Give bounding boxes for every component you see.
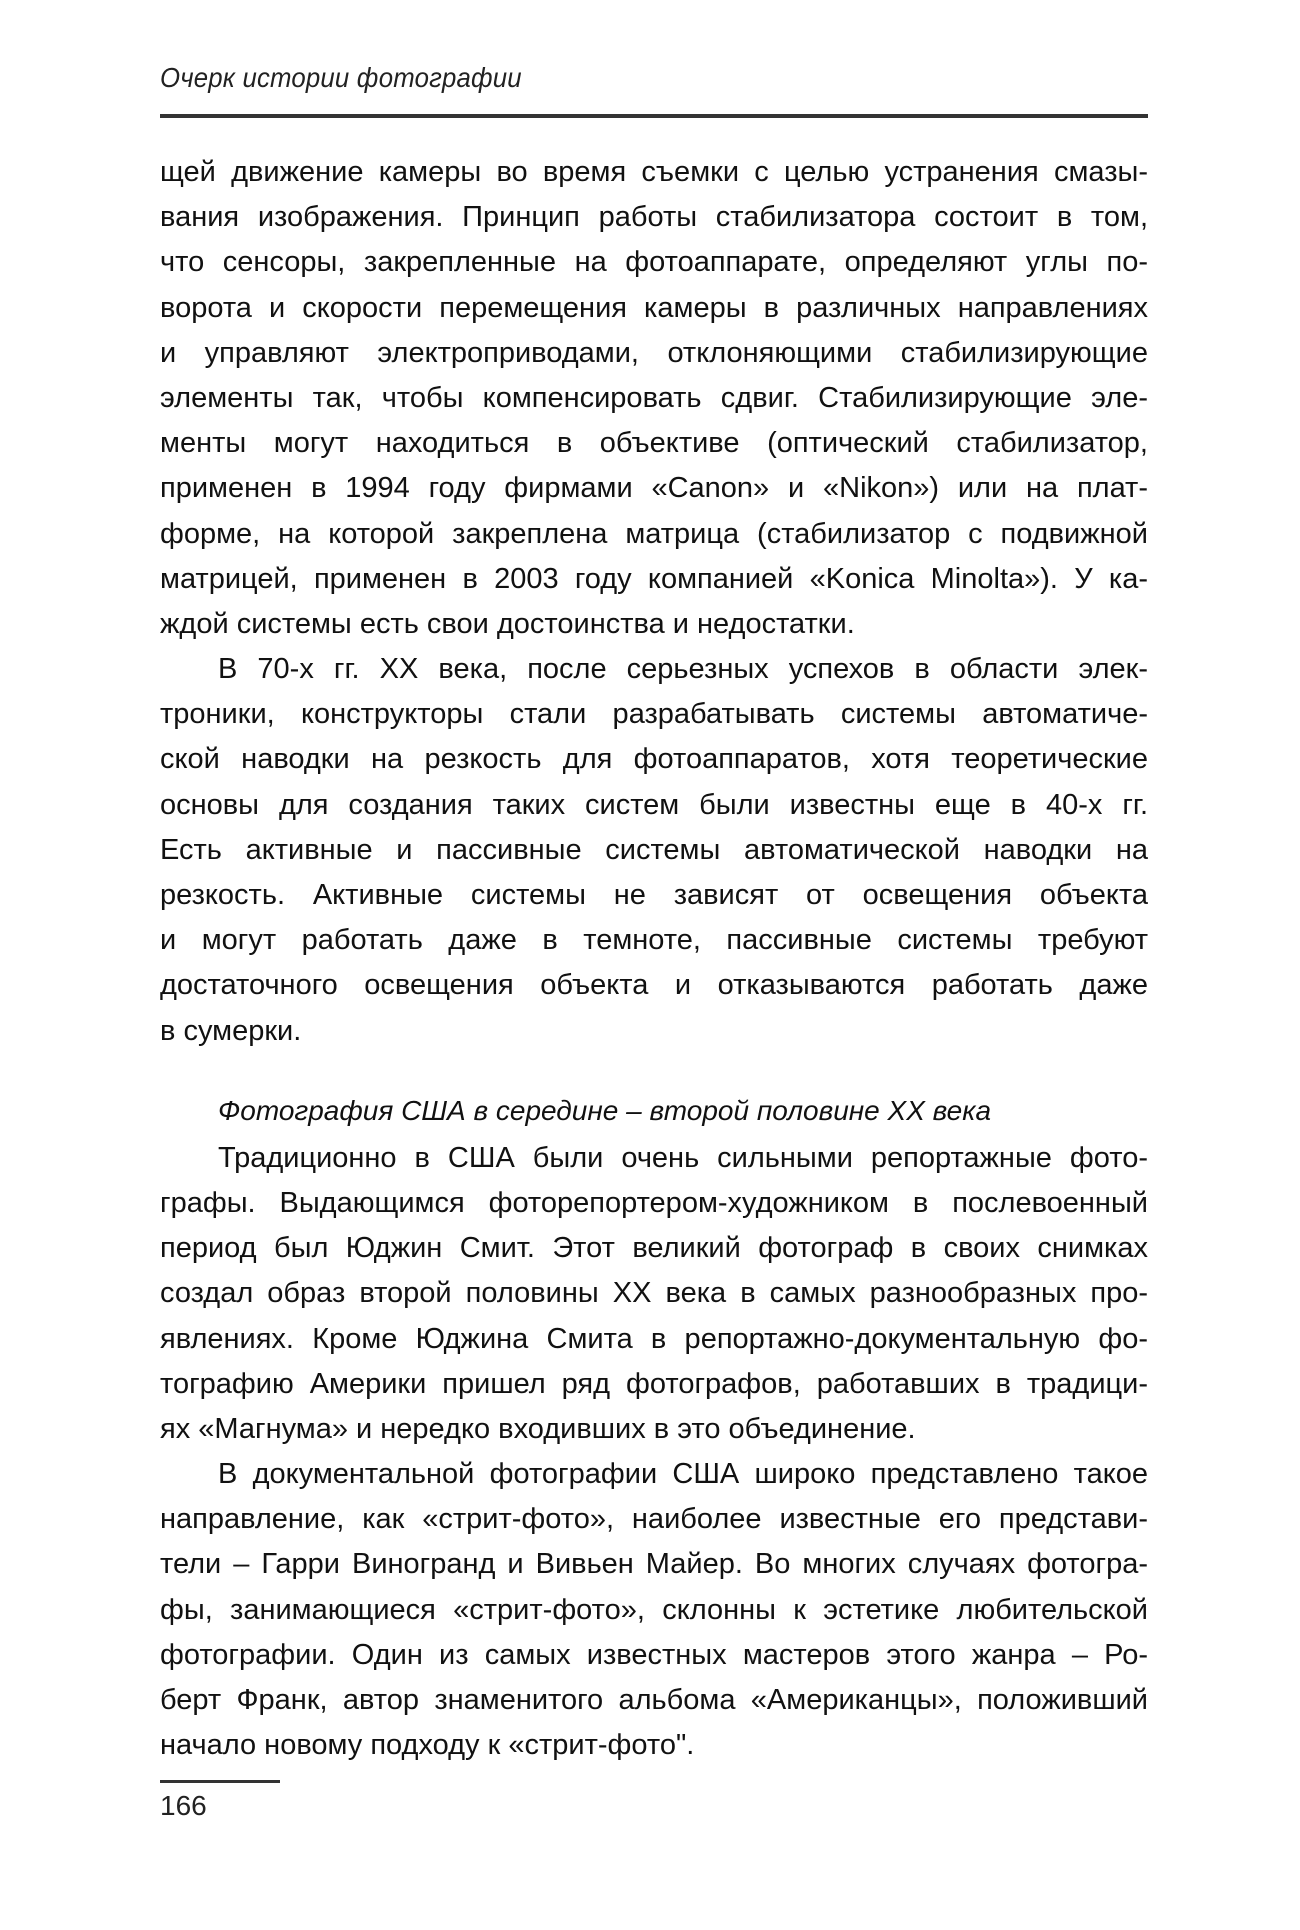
section-gap [160,1054,1148,1086]
text-line: форме, на которой закреплена матрица (стабилизатор с подвижной [160,517,1148,550]
paragraph-stabilizer [160,150,1148,647]
text-line: ях «Магнума» и нередко входивших в это объединение. [160,1412,916,1445]
text-line: элементы так, чтобы компенсировать сдвиг. Стабилизирующие эле- [160,381,1148,414]
text-line: ской наводки на резкость для фотоаппаратов, хотя теоретические [160,743,1148,776]
text-line: фотографии. Один из самых известных мастеров этого жанра – Ро- [160,1638,1148,1671]
text-line: период был Юджин Смит. Этот великий фотограф в своих снимках [160,1232,1148,1265]
header-rule [160,114,1148,118]
text-line: берт Франк, автор знаменитого альбома «Американцы», положивший [160,1684,1148,1716]
body-text [160,150,1148,1768]
text-line: Есть активные и пассивные системы автоматической наводки на [160,833,1148,866]
text-line: матрицей, применен в 2003 году компанией «Konica Minolta»). У ка- [160,562,1148,595]
text-line: направление, как «стрит-фото», наиболее известные его представи- [160,1503,1148,1536]
text-line: достаточного освещения объекта и отказываются работать даже [160,969,1148,1002]
text-line: ворота и скорости перемещения камеры в различных направлениях [160,291,1148,324]
text-line: В 70-х гг. XX века, после серьезных успехов в области элек- [218,653,1148,686]
text-line: начало новому подходу к «стрит-фото". [160,1729,695,1762]
running-head: Очерк истории фотографии [160,62,522,93]
text-line: что сенсоры, закрепленные на фотоаппарате, определяют углы по- [160,246,1148,279]
text-line: щей движение камеры во время съемки с целью устранения смазы- [160,156,1148,188]
text-line: фы, занимающиеся «стрит-фото», склонны к эстетике любительской [160,1593,1148,1626]
text-line: и управляют электроприводами, отклоняющими стабилизирующие [160,336,1148,369]
paragraph-reportage [160,1136,1148,1452]
text-line: в сумерки. [160,1014,302,1047]
text-line: резкость. Активные системы не зависят от освещения объекта [160,879,1148,911]
paragraph-street-photo [160,1452,1148,1768]
text-line: и могут работать даже в темноте, пассивные системы требуют [160,924,1148,957]
text-line: менты могут находиться в объективе (оптический стабилизатор, [160,427,1148,460]
text-line: Традиционно в США были очень сильными репортажные фото- [218,1141,1148,1174]
text-line: тографию Америки пришел ряд фотографов, работавших в традици- [160,1367,1148,1400]
text-line: создал образ второй половины XX века в самых разнообразных про- [160,1277,1148,1310]
text-line: вания изображения. Принцип работы стабилизатора состоит в том, [160,201,1148,234]
page-number: 166 [160,1790,207,1821]
text-line: ждой системы есть свои достоинства и недостатки. [160,607,855,640]
text-line: явлениях. Кроме Юджина Смита в репортажно-документальную фо- [160,1322,1148,1355]
text-line: применен в 1994 году фирмами «Canon» и «Nikon») или на плат- [160,472,1148,505]
text-line: В документальной фотографии США широко представлено такое [218,1458,1148,1491]
section-heading: Фотография США в середине – второй половине XX века [218,1094,992,1126]
text-line: троники, конструкторы стали разрабатывать системы автоматиче- [160,698,1148,731]
text-line: графы. Выдающимся фоторепортером-художником в послевоенный [160,1186,1148,1219]
text-line: тели – Гарри Виногранд и Вивьен Майер. Во многих случаях фотогра- [160,1548,1148,1581]
text-line: основы для создания таких систем были известны еще в 40-х гг. [160,788,1148,821]
footer-rule [160,1780,280,1783]
paragraph-autofocus [160,647,1148,1054]
